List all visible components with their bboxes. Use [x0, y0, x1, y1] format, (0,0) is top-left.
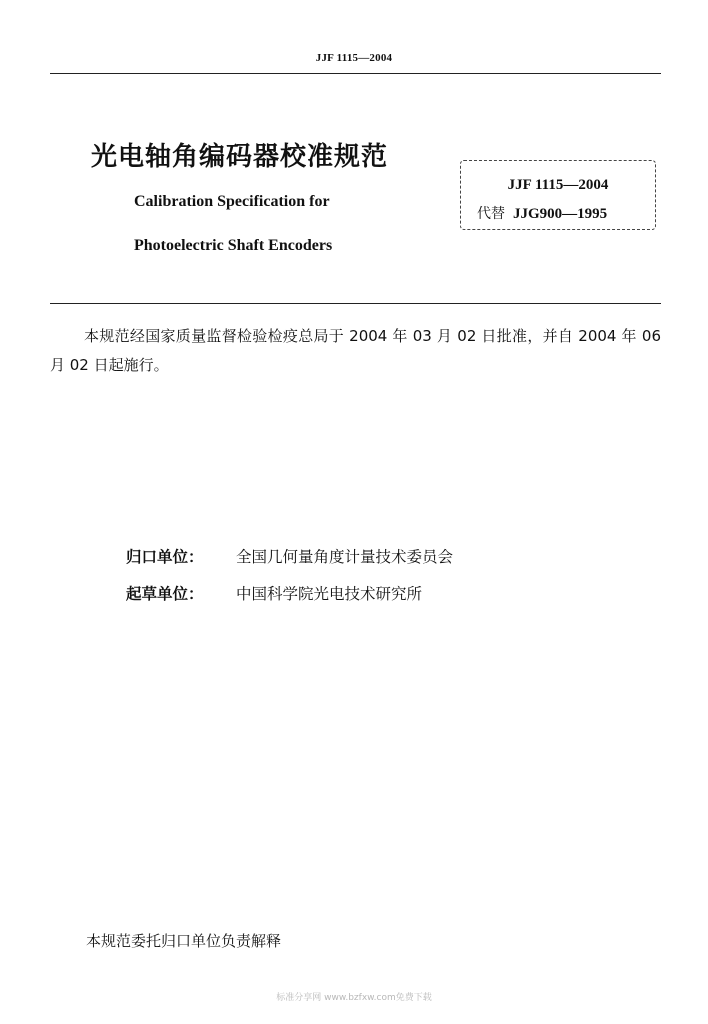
english-title-line-1: Calibration Specification for [134, 193, 330, 210]
english-title-line-2: Photoelectric Shaft Encoders [134, 237, 333, 254]
interpretation-note: 本规范委托归口单位负责解释 [86, 932, 282, 950]
replaces-label: 代替 [477, 206, 505, 222]
drafting-unit-value: 中国科学院光电技术研究所 [236, 585, 423, 603]
approval-statement: 本规范经国家质量监督检验检疫总局于 2004 年 03 月 02 日批准，并自 2004 年 06 月 02 日起施行。 [50, 327, 661, 374]
page-header-code: JJF 1115—2004 [315, 52, 393, 64]
replaces-code: JJG900—1995 [513, 206, 608, 222]
watermark-text: 标准分享网 www.bzfxw.com免费下载 [276, 993, 432, 1003]
specification-code: JJF 1115—2004 [507, 177, 609, 193]
header-divider [50, 73, 661, 74]
drafting-unit-row [126, 582, 422, 604]
responsible-unit-label: 归口单位： [126, 548, 204, 566]
title-divider [50, 303, 661, 304]
chinese-title: 光电轴角编码器校准规范 [91, 142, 389, 172]
responsible-unit-row [126, 545, 453, 567]
specification-code-box [460, 160, 656, 230]
responsible-unit-value: 全国几何量角度计量技术委员会 [236, 548, 454, 566]
drafting-unit-label: 起草单位： [126, 585, 204, 603]
replaces-line [477, 203, 607, 223]
